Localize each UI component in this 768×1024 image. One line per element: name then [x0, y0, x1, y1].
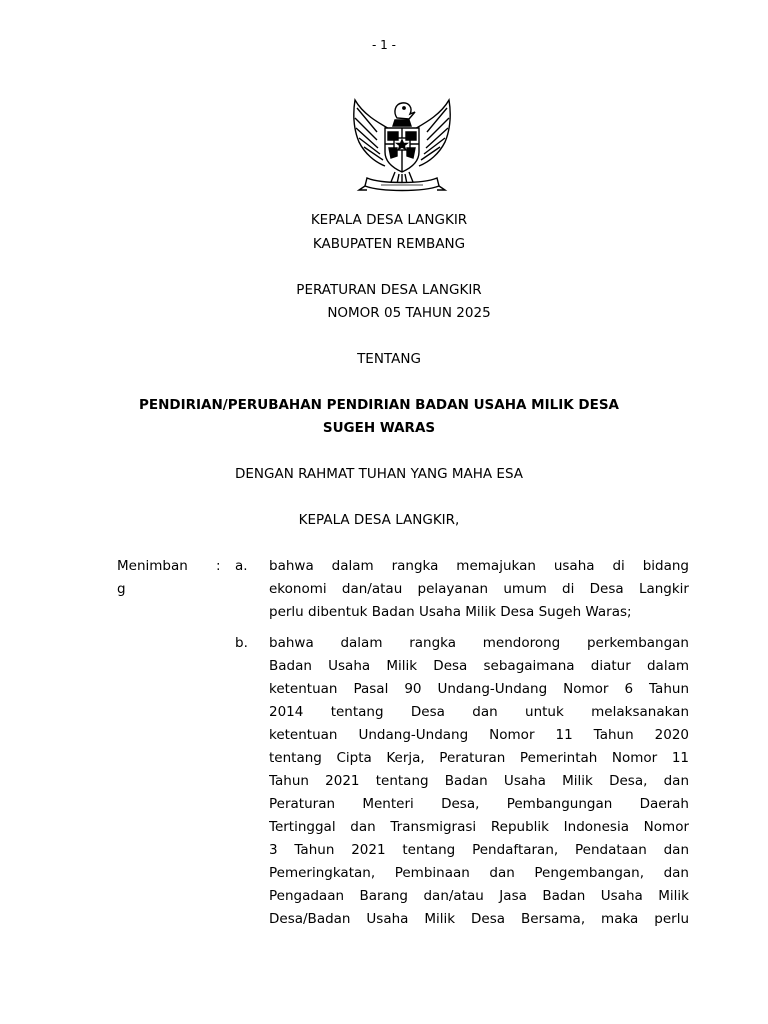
item-b-line: Pengadaan Barang dan/atau Jasa Badan Usaha Milik — [269, 888, 689, 904]
header-line-2: KABUPATEN REMBANG — [312, 236, 466, 252]
garuda-emblem-icon — [347, 92, 457, 196]
item-b-line: ketentuan Pasal 90 Undang-Undang Nomor 6 Tahun — [269, 681, 689, 697]
item-b-line: Tahun 2021 tentang Badan Usaha Milik Desa, dan — [269, 773, 689, 789]
item-b-marker: b. — [235, 635, 248, 651]
item-b-line: bahwa dalam rangka mendorong perkembangan — [269, 635, 689, 651]
item-b-line: Desa/Badan Usaha Milik Desa Bersama, maka perlu — [269, 911, 689, 927]
considering-label-line-1: Menimban — [117, 558, 188, 574]
item-b-line: Pemeringkatan, Pembinaan dan Pengembangan, dan — [269, 865, 689, 881]
regulation-line-1: PERATURAN DESA LANGKIR — [296, 282, 482, 298]
item-a-line: bahwa dalam rangka memajukan usaha di bidang — [269, 558, 689, 574]
item-b-text — [269, 632, 689, 931]
item-a-marker: a. — [235, 558, 248, 574]
item-b-line: Tertinggal dan Transmigrasi Republik Indonesia Nomor — [269, 819, 689, 835]
item-a-line: ekonomi dan/atau pelayanan umum di Desa Langkir — [269, 581, 689, 597]
authority-heading: KEPALA DESA LANGKIR, — [298, 512, 460, 528]
header-line-1: KEPALA DESA LANGKIR — [310, 212, 468, 228]
item-b-line: tentang Cipta Kerja, Peraturan Pemerintah Nomor 11 — [269, 750, 689, 766]
page-number: - 1 - — [372, 38, 396, 52]
invocation: DENGAN RAHMAT TUHAN YANG MAHA ESA — [234, 466, 524, 482]
regulation-line-2: NOMOR 05 TAHUN 2025 — [327, 305, 491, 321]
item-b-line: Badan Usaha Milik Desa sebagaimana diatur dalam — [269, 658, 689, 674]
item-b-line: ketentuan Undang-Undang Nomor 11 Tahun 2020 — [269, 727, 689, 743]
title-line-1: PENDIRIAN/PERUBAHAN PENDIRIAN BADAN USAHA MILIK DESA — [138, 397, 619, 413]
considering-colon: : — [216, 558, 221, 574]
item-a-line: perlu dibentuk Badan Usaha Milik Desa Sugeh Waras; — [269, 604, 632, 620]
item-b-line: 2014 tentang Desa dan untuk melaksanakan — [269, 704, 689, 720]
item-b-line: 3 Tahun 2021 tentang Pendaftaran, Pendataan dan — [269, 842, 689, 858]
title-line-2: SUGEH WARAS — [322, 420, 436, 436]
considering-label — [117, 555, 207, 601]
item-a-text — [269, 555, 689, 624]
about-heading: TENTANG — [357, 351, 421, 367]
considering-label-line-2: g — [117, 581, 126, 597]
item-b-line: Peraturan Menteri Desa, Pembangungan Daerah — [269, 796, 689, 812]
